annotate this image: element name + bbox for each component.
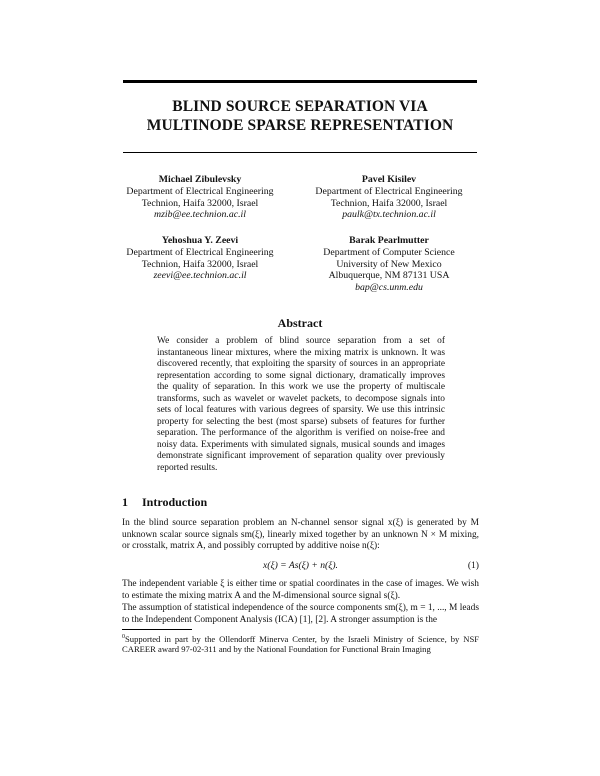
footnote-mark: 0 bbox=[122, 634, 125, 640]
author-name: Barak Pearlmutter bbox=[349, 235, 429, 246]
section-title: Introduction bbox=[142, 495, 208, 509]
abstract-text: We consider a problem of blind source separation from a set of instantaneous linear mixtures, where the mixing matrix is unknown. It was discovered recently, that exploiting the sparsity of sources in an appropriate representation according to some signal dictionary, dramatically improves the quality of separation. In this work we use the property of multiscale transforms, such as wavelet or wavelet packets, to decompose signals into sets of local features with various degrees of sparsity. We use this intrinsic property for selecting the best (most sparse) subsets of features for further separation. The performance of the algorithm is verified on noise-free and noisy data. Experiments with simulated signals, musical sounds and images demonstrate significant improvement of separation quality over previously reported results. bbox=[157, 336, 445, 474]
title-line-2: MULTINODE SPARSE REPRESENTATION bbox=[146, 117, 454, 134]
intro-paragraph-3: The assumption of statistical independence of the source components sm(ξ), m = 1, ..., M leads to the Independent Component Analysis (ICA) [1], [2]. A stronger assumption is the bbox=[122, 603, 479, 625]
author-block bbox=[284, 174, 494, 221]
abstract-heading: Abstract bbox=[277, 316, 323, 330]
intro-paragraph-2: The independent variable ξ is either time or spatial coordinates in the case of images. We wish to estimate the mixing matrix A and the M-dimensional source signal s(ξ). bbox=[122, 579, 479, 601]
author-block bbox=[284, 235, 494, 294]
author-email: zeevi@ee.technion.ac.il bbox=[153, 270, 247, 282]
author-address: Technion, Haifa 32000, Israel bbox=[330, 197, 448, 209]
author-department: Department of Electrical Engineering bbox=[126, 246, 274, 258]
equation-number: (1) bbox=[467, 560, 479, 571]
footnote-rule bbox=[122, 629, 192, 630]
title-bottom-rule bbox=[123, 152, 477, 153]
author-name: Michael Zibulevsky bbox=[158, 174, 242, 185]
author-email: paulk@tx.technion.ac.il bbox=[342, 209, 436, 221]
footnote bbox=[122, 632, 479, 655]
author-name: Yehoshua Y. Zeevi bbox=[161, 235, 239, 246]
title-top-rule bbox=[123, 80, 477, 83]
author-department: Department of Computer Science bbox=[323, 246, 455, 258]
author-address: Technion, Haifa 32000, Israel bbox=[141, 258, 259, 270]
author-department: Department of Electrical Engineering bbox=[126, 185, 274, 197]
author-block bbox=[95, 174, 305, 221]
intro-paragraph-1: In the blind source separation problem an N-channel sensor signal x(ξ) is generated by M unknown scalar source signals sm(ξ), linearly mixed together by an unknown N × M mixing, or crosstalk, matrix A, and possibly corrupted by additive noise n(ξ): bbox=[122, 518, 479, 552]
author-email: bap@cs.unm.edu bbox=[355, 282, 423, 294]
author-address-line-2: Albuquerque, NM 87131 USA bbox=[328, 270, 450, 282]
author-name: Pavel Kisilev bbox=[361, 174, 417, 185]
author-address: University of New Mexico bbox=[336, 258, 442, 270]
title-line-1: BLIND SOURCE SEPARATION VIA bbox=[172, 98, 428, 115]
paper-title bbox=[60, 97, 540, 135]
section-number: 1 bbox=[122, 495, 128, 509]
section-heading bbox=[122, 495, 207, 510]
author-block bbox=[95, 235, 305, 282]
author-address: Technion, Haifa 32000, Israel bbox=[141, 197, 259, 209]
author-department: Department of Electrical Engineering bbox=[315, 185, 463, 197]
footnote-text: Supported in part by the Ollendorff Minerva Center, by the Israeli Ministry of Science, by NSF CAREER award 97-02-311 and by the National Foundation for Functional Brain Imaging bbox=[122, 633, 479, 655]
equation-expression: x(ξ) = As(ξ) + n(ξ). bbox=[263, 560, 338, 571]
author-email: mzib@ee.technion.ac.il bbox=[154, 209, 246, 221]
